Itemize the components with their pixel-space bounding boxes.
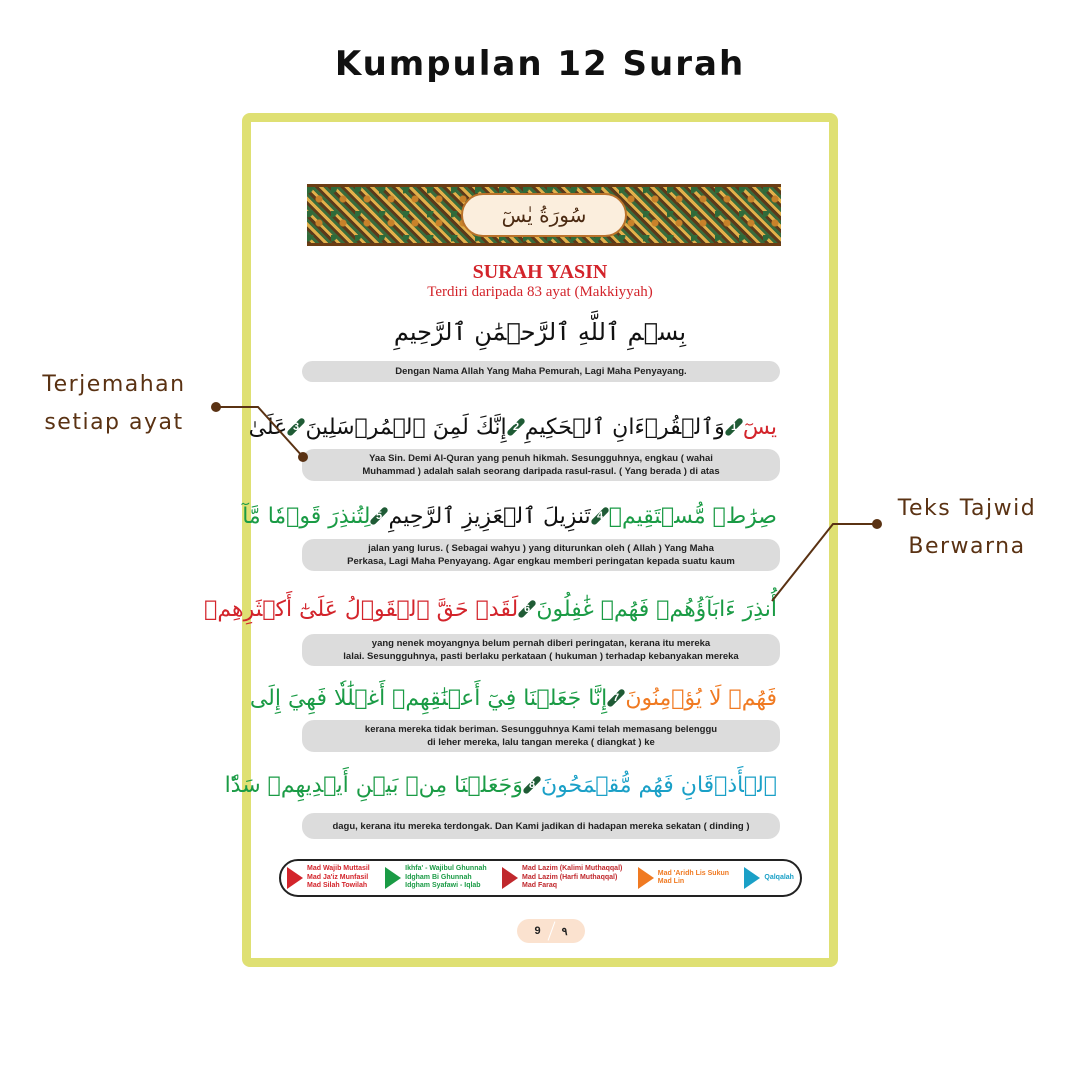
arabic-segment: ٱلۡأَذۡقَانِ فَهُم مُّقۡمَحُونَ <box>540 772 777 798</box>
main-title: Kumpulan 12 Surah <box>334 44 746 84</box>
arabic-line-1 <box>248 407 777 447</box>
legend-group-darkred <box>502 865 622 891</box>
translation-text: yang nenek moyangnya belum pernah diberi peringatan, kerana itu mereka <box>371 638 711 649</box>
surah-subtitle: Terdiri daripada 83 ayat (Makkiyyah) <box>427 284 653 300</box>
arrow-right-icon <box>638 867 654 889</box>
arabic-segment: يسٓ <box>742 414 777 440</box>
arrow-right-icon <box>502 867 518 889</box>
surah-name: SURAH YASIN <box>472 261 608 283</box>
arabic-line-4 <box>249 678 777 718</box>
ayah-marker: 3 <box>286 417 306 437</box>
arrow-right-icon <box>287 867 303 889</box>
ayah-marker: 1 <box>724 417 744 437</box>
page-preview <box>204 113 838 967</box>
arabic-segment: وَٱلۡقُرۡءَانِ ٱلۡحَكِيمِ <box>524 414 725 440</box>
surah-banner <box>307 184 781 246</box>
legend-group-red <box>287 865 370 891</box>
tajwid-legend <box>279 859 802 897</box>
callout-line: Terjemahan <box>42 372 186 397</box>
ayah-marker: 8 <box>522 775 542 795</box>
ayah-marker: 5 <box>370 506 390 526</box>
translation-text: Dengan Nama Allah Yang Maha Pemurah, Lagi Maha Penyayang. <box>395 366 687 377</box>
ayah-marker: 6 <box>517 599 537 619</box>
translation-text: kerana mereka tidak beriman. Sesungguhnya Kami telah memasang belenggu <box>364 724 718 735</box>
arabic-segment: صِرَٰطٖ مُّسۡتَقِيمٖ <box>608 503 777 529</box>
page-number-latin: 9 <box>534 925 541 937</box>
legend-group-orange <box>638 867 729 889</box>
translation-text: Muhammad ) adalah salah seorang daripada rasul-rasul. ( Yang berada ) di atas <box>362 466 720 477</box>
arabic-segment: عَلَىٰ <box>248 414 288 440</box>
translation-text: dagu, kerana itu mereka terdongak. Dan Kami jadikan di hadapan mereka sekatan ( dinding ) <box>332 820 750 832</box>
legend-text: Qalqalah <box>764 873 794 881</box>
callout-line: setiap ayat <box>44 410 184 435</box>
callout-line: Berwarna <box>908 534 1026 559</box>
legend-text: Mad 'Aridh Lis Sukun Mad Lin <box>657 869 730 885</box>
arabic-segment: لِتُنذِرَ قَوۡمٗا مَّآ <box>242 503 371 529</box>
ayah-marker: 7 <box>606 688 626 708</box>
divider <box>547 921 555 940</box>
callout-translation-label <box>14 366 214 442</box>
arabic-segment: إِنَّكَ لَمِنَ ٱلۡمُرۡسَلِينَ <box>305 414 507 440</box>
translation-ayah-4-5 <box>302 539 780 571</box>
legend-text: Ikhfa' - Wajibul Ghunnah Idgham Bi Ghunnah Idgham Syafawi - Iqlab <box>405 865 487 890</box>
arrow-right-icon <box>744 867 760 889</box>
page-number <box>517 919 585 943</box>
ayah-marker: 4 <box>590 506 610 526</box>
arabic-segment: تَنزِيلَ ٱلۡعَزِيزِ ٱلرَّحِيمِ <box>388 503 591 529</box>
arrow-right-icon <box>385 867 401 889</box>
translation-ayah-8 <box>302 813 780 839</box>
translation-text: di leher mereka, lalu tangan mereka ( diangkat ) ke <box>427 737 655 748</box>
callout-line: Teks Tajwid <box>897 496 1037 521</box>
arabic-line-5 <box>224 765 777 805</box>
arabic-line-3 <box>204 589 777 629</box>
arabic-segment: لَقَدۡ حَقَّ ٱلۡقَوۡلُ عَلَىٰٓ أَكۡثَرِهِمۡ <box>204 596 519 622</box>
arabic-segment: فَهُمۡ لَا يُؤۡمِنُونَ <box>625 685 777 711</box>
translation-text: Perkasa, Lagi Maha Penyayang. Agar engkau memberi peringatan kepada suatu kaum <box>347 556 735 567</box>
callout-tajwid-label <box>872 490 1062 566</box>
arabic-line-2 <box>242 496 777 536</box>
legend-text: Mad Lazim (Kalimi Muthaqqal) Mad Lazim (Harfi Muthaqqal) Mad Faraq <box>522 865 623 890</box>
arabic-segment: وَجَعَلۡنَا مِنۢ بَيۡنِ أَيۡدِيهِمۡ سَدّٗا <box>224 772 523 798</box>
banner-calligraphy: سُورَةُ يٰسٓ <box>461 193 627 237</box>
translation-text: jalan yang lurus. ( Sebagai wahyu ) yang diturunkan oleh ( Allah ) Yang Maha <box>368 543 714 554</box>
translation-text: Yaa Sin. Demi Al-Quran yang penuh hikmah. Sesungguhnya, engkau ( wahai <box>369 453 713 464</box>
arabic-segment: إِنَّا جَعَلۡنَا فِيٓ أَعۡنَٰقِهِمۡ أَغۡلَٰلٗا فَهِيَ إِلَى <box>249 685 608 711</box>
translation-ayah-6 <box>302 634 780 666</box>
arabic-segment: أُنذِرَ ءَابَآؤُهُمۡ فَهُمۡ غَٰفِلُونَ <box>536 596 777 622</box>
basmalah: بِسۡمِ ٱللَّهِ ٱلرَّحۡمَٰنِ ٱلرَّحِيمِ <box>393 318 687 346</box>
page-number-arabic: ٩ <box>561 925 568 938</box>
translation-ayah-7 <box>302 720 780 752</box>
ayah-marker: 2 <box>506 417 526 437</box>
legend-group-green <box>385 865 487 891</box>
legend-group-blue <box>744 867 794 889</box>
legend-text: Mad Wajib Muttasil Mad Ja'iz Munfasil Mad Silah Towilah <box>307 865 370 890</box>
translation-text: lalai. Sesungguhnya, pasti berlaku perkataan ( hukuman ) terhadap kebanyakan mereka <box>343 651 739 662</box>
translation-ayah-1-3 <box>302 449 780 481</box>
basmalah-translation <box>302 361 780 382</box>
